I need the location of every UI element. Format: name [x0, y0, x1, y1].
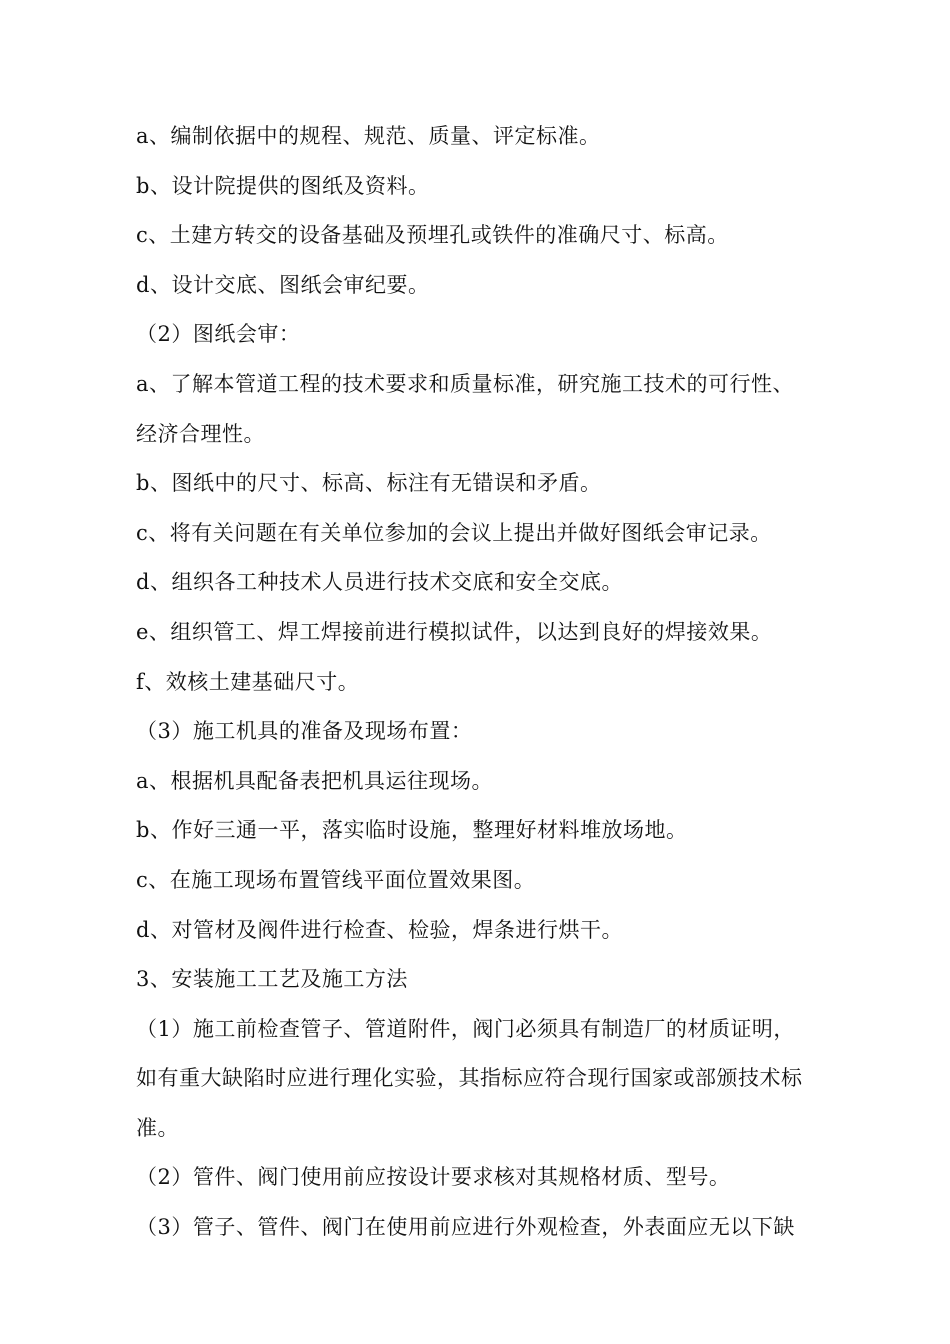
text-line: c、将有关问题在有关单位参加的会议上提出并做好图纸会审记录。 — [136, 520, 772, 545]
text-line: b、作好三通一平，落实临时设施，整理好材料堆放场地。 — [136, 818, 688, 843]
text-line: 经济合理性。 — [136, 421, 265, 446]
text-line: （3）管子、管件、阀门在使用前应进行外观检查，外表面应无以下缺 — [136, 1215, 795, 1240]
text-line: b、设计院提供的图纸及资料。 — [136, 173, 430, 198]
text-line: 如有重大缺陷时应进行理化实验，其指标应符合现行国家或部颁技术标 — [136, 1066, 803, 1091]
section-heading: （3）施工机具的准备及现场布置： — [136, 719, 473, 744]
text-line: d、设计交底、图纸会审纪要。 — [136, 272, 430, 297]
text-line: f、效核土建基础尺寸。 — [136, 669, 360, 694]
section-heading: 3、安装施工工艺及施工方法 — [136, 967, 408, 992]
section-heading: （2）图纸会审： — [136, 322, 301, 347]
text-line: （1）施工前检查管子、管道附件，阀门必须具有制造厂的材质证明， — [136, 1016, 795, 1041]
text-line: d、组织各工种技术人员进行技术交底和安全交底。 — [136, 570, 623, 595]
document-body — [136, 112, 836, 1253]
text-line: b、图纸中的尺寸、标高、标注有无错误和矛盾。 — [136, 471, 602, 496]
text-line: c、在施工现场布置管线平面位置效果图。 — [136, 867, 536, 892]
text-line: a、根据机具配备表把机具运往现场。 — [136, 768, 494, 793]
text-line: c、土建方转交的设备基础及预埋孔或铁件的准确尺寸、标高。 — [136, 223, 729, 248]
text-line: d、对管材及阀件进行检查、检验，焊条进行烘干。 — [136, 917, 623, 942]
text-line: a、编制依据中的规程、规范、质量、评定标准。 — [136, 124, 601, 148]
text-line: e、组织管工、焊工焊接前进行模拟试件，以达到良好的焊接效果。 — [136, 619, 773, 644]
text-line: 准。 — [136, 1115, 179, 1140]
text-line: （2）管件、阀门使用前应按设计要求核对其规格材质、型号。 — [136, 1165, 731, 1190]
text-line: a、了解本管道工程的技术要求和质量标准，研究施工技术的可行性、 — [136, 371, 795, 396]
